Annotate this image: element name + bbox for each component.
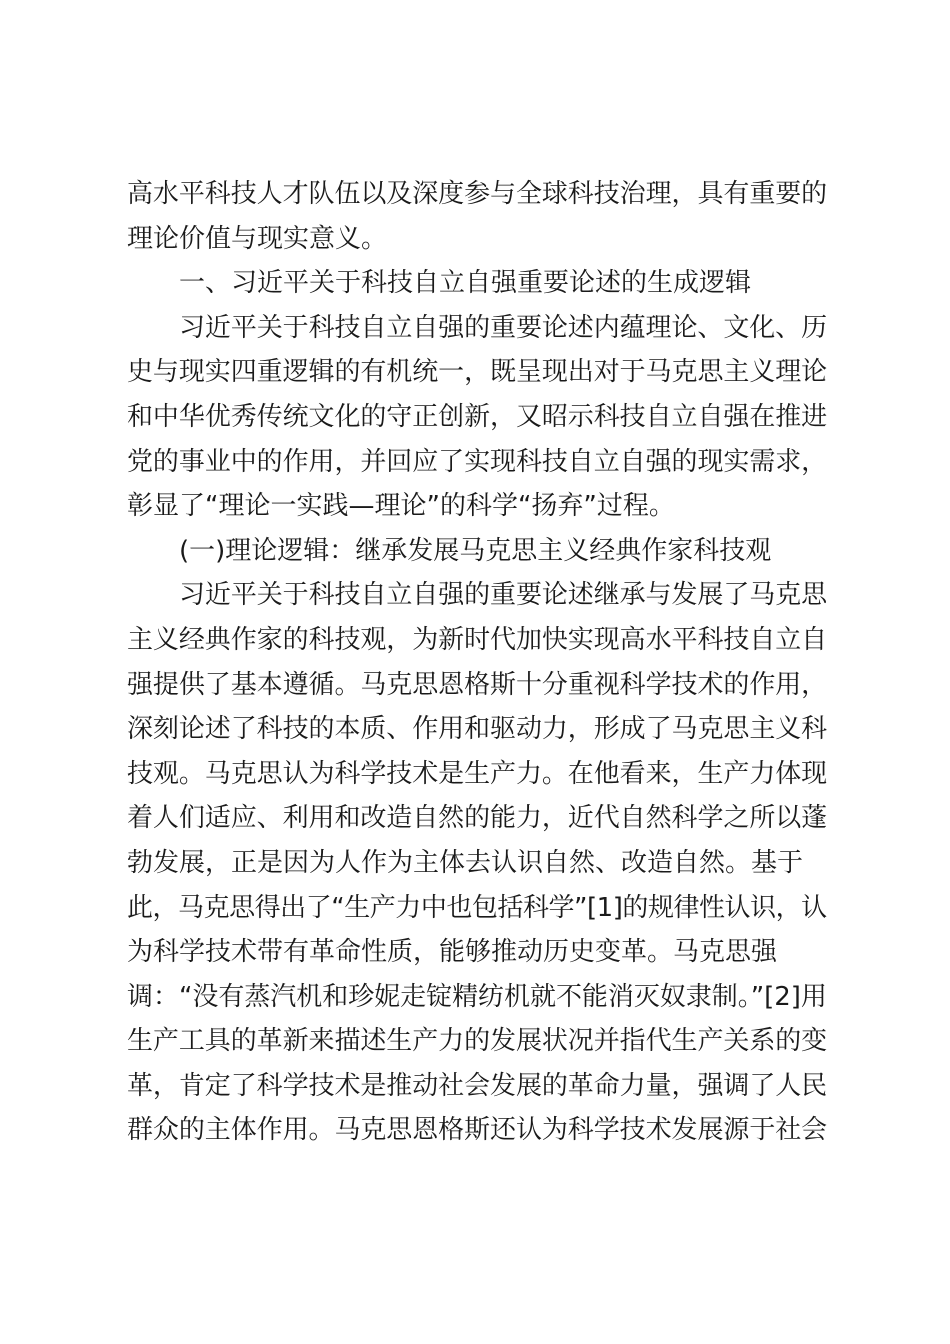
text-line: 深刻论述了科技的本质、作用和驱动力，形成了马克思主义科 xyxy=(127,714,828,745)
text-line: 强提供了基本遵循。马克思恩格斯十分重视科学技术的作用， xyxy=(127,669,828,700)
text-line: 理论价值与现实意义。 xyxy=(127,223,388,254)
document-body xyxy=(127,172,827,1153)
subsection-heading: (一)理论逻辑：继承发展马克思主义经典作家科技观 xyxy=(179,535,772,566)
text-line: 此，马克思得出了“生产力中也包括科学”[1]的规律性认识，认 xyxy=(127,892,827,923)
text-line: 主义经典作家的科技观，为新时代加快实现高水平科技自立自 xyxy=(127,624,828,655)
text-line: 勃发展，正是因为人作为主体去认识自然、改造自然。基于 xyxy=(127,847,804,878)
text-line: 习近平关于科技自立自强的重要论述继承与发展了马克思 xyxy=(179,580,828,611)
text-line: 技观。马克思认为科学技术是生产力。在他看来，生产力体现 xyxy=(127,758,828,789)
text-line: 习近平关于科技自立自强的重要论述内蕴理论、文化、历 xyxy=(179,312,828,343)
text-line: 调：“没有蒸汽机和珍妮走锭精纺机就不能消灭奴隶制。”[2]用 xyxy=(127,981,827,1012)
text-line: 高水平科技人才队伍以及深度参与全球科技治理，具有重要的 xyxy=(127,179,828,209)
text-line: 为科学技术带有革命性质，能够推动历史变革。马克思强 xyxy=(127,937,778,968)
section-heading: 一、习近平关于科技自立自强重要论述的生成逻辑 xyxy=(179,268,752,299)
text-line: 党的事业中的作用，并回应了实现科技自立自强的现实需求， xyxy=(127,446,828,477)
text-line: 和中华优秀传统文化的守正创新，又昭示科技自立自强在推进 xyxy=(127,401,828,432)
text-line: 群众的主体作用。马克思恩格斯还认为科学技术发展源于社会 xyxy=(127,1115,828,1146)
text-line: 史与现实四重逻辑的有机统一，既呈现出对于马克思主义理论 xyxy=(127,357,828,388)
text-line: 彰显了“理论一实践—理论”的科学“扬弃”过程。 xyxy=(127,491,675,522)
text-line: 着人们适应、利用和改造自然的能力，近代自然科学之所以蓬 xyxy=(127,803,828,834)
text-line: 生产工具的革新来描述生产力的发展状况并指代生产关系的变 xyxy=(127,1026,828,1057)
text-line: 革，肯定了科学技术是推动社会发展的革命力量，强调了人民 xyxy=(127,1070,828,1101)
